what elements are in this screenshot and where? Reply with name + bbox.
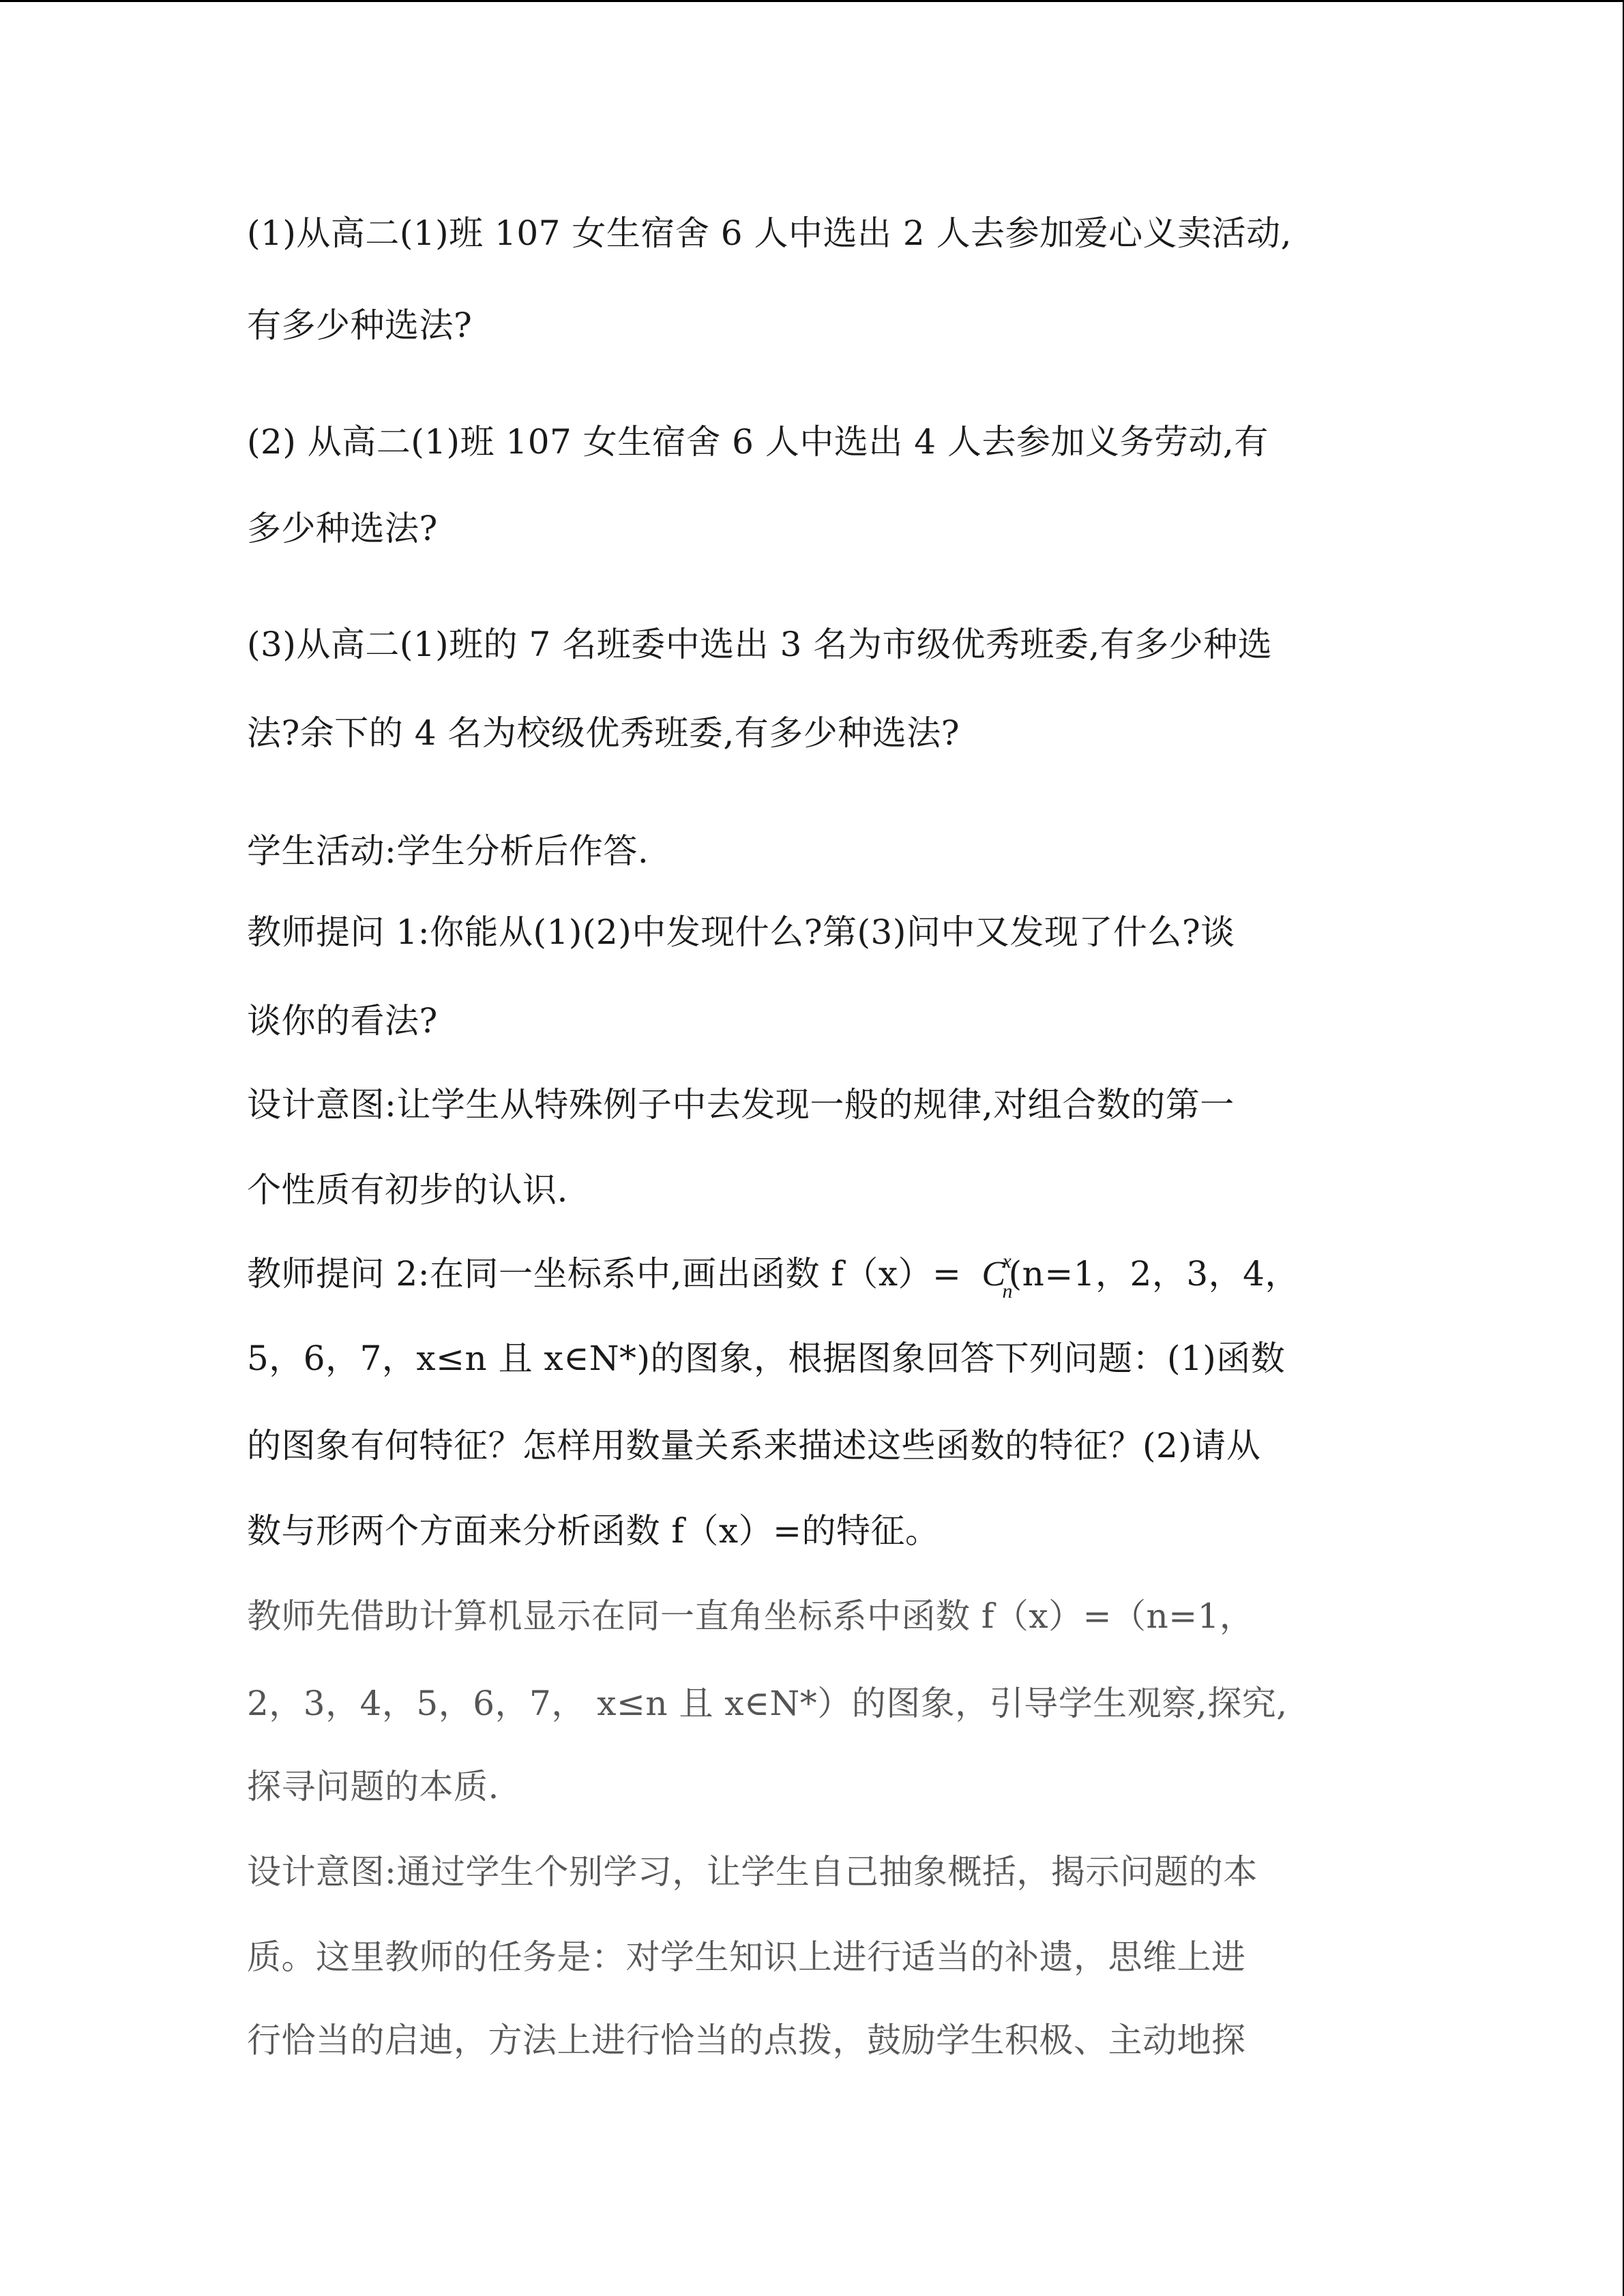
text-line: 教师提问 1:你能从(1)(2)中发现什么?第(3)问中又发现了什么?谈 [247, 912, 1235, 952]
text-line: 谈你的看法? [247, 1001, 438, 1041]
text-line: 教师先借助计算机显示在同一直角坐标系中函数 f（x）=（n=1， [247, 1596, 1254, 1636]
text-line: (3)从高二(1)班的 7 名班委中选出 3 名为市级优秀班委,有多少种选 [247, 625, 1273, 664]
text-line: (1)从高二(1)班 107 女生宿舍 6 人中选出 2 人去参加爱心义卖活动, [247, 213, 1292, 253]
formula-line [247, 1250, 1299, 1302]
combination-symbol [981, 1250, 1013, 1302]
combination-superscript: x [1002, 1250, 1012, 1272]
text-line: 2，3，4，5，6，7， x≤n 且 x∈N*）的图象，引导学生观察,探究, [247, 1684, 1288, 1723]
combination-subscript: n [1002, 1280, 1013, 1302]
text-line: 数与形两个方面来分析函数 f（x）=的特征。 [247, 1511, 940, 1551]
text-line: 5，6，7，x≤n 且 x∈N*)的图象，根据图象回答下列问题：(1)函数 [247, 1339, 1286, 1378]
text-line: 设计意图:让学生从特殊例子中去发现一般的规律,对组合数的第一 [247, 1085, 1235, 1124]
formula-text-after: (n=1，2，3，4， [1008, 1254, 1299, 1294]
text-line: 学生活动:学生分析后作答. [247, 831, 649, 871]
text-line: 的图象有何特征？怎样用数量关系来描述这些函数的特征？(2)请从 [247, 1426, 1261, 1465]
text-line: 设计意图:通过学生个别学习，让学生自己抽象概括，揭示问题的本 [247, 1852, 1258, 1892]
text-line: 多少种选法? [247, 509, 438, 548]
text-line: 法?余下的 4 名为校级优秀班委,有多少种选法? [247, 713, 960, 753]
page-top-border [0, 0, 1624, 2]
text-line: 个性质有初步的认识. [247, 1170, 568, 1210]
text-line: 质。这里教师的任务是：对学生知识上进行适当的补遗，思维上进 [247, 1937, 1246, 1977]
text-line: 探寻问题的本质. [247, 1767, 499, 1806]
formula-text-before: 教师提问 2:在同一坐标系中,画出函数 f（x）= [247, 1254, 962, 1294]
text-line: 行恰当的启迪，方法上进行恰当的点拨，鼓励学生积极、主动地探 [247, 2021, 1246, 2060]
text-line: (2) 从高二(1)班 107 女生宿舍 6 人中选出 4 人去参加义务劳动,有 [247, 422, 1269, 462]
text-line: 有多少种选法? [247, 305, 473, 345]
combination-letter: C [981, 1255, 1006, 1294]
